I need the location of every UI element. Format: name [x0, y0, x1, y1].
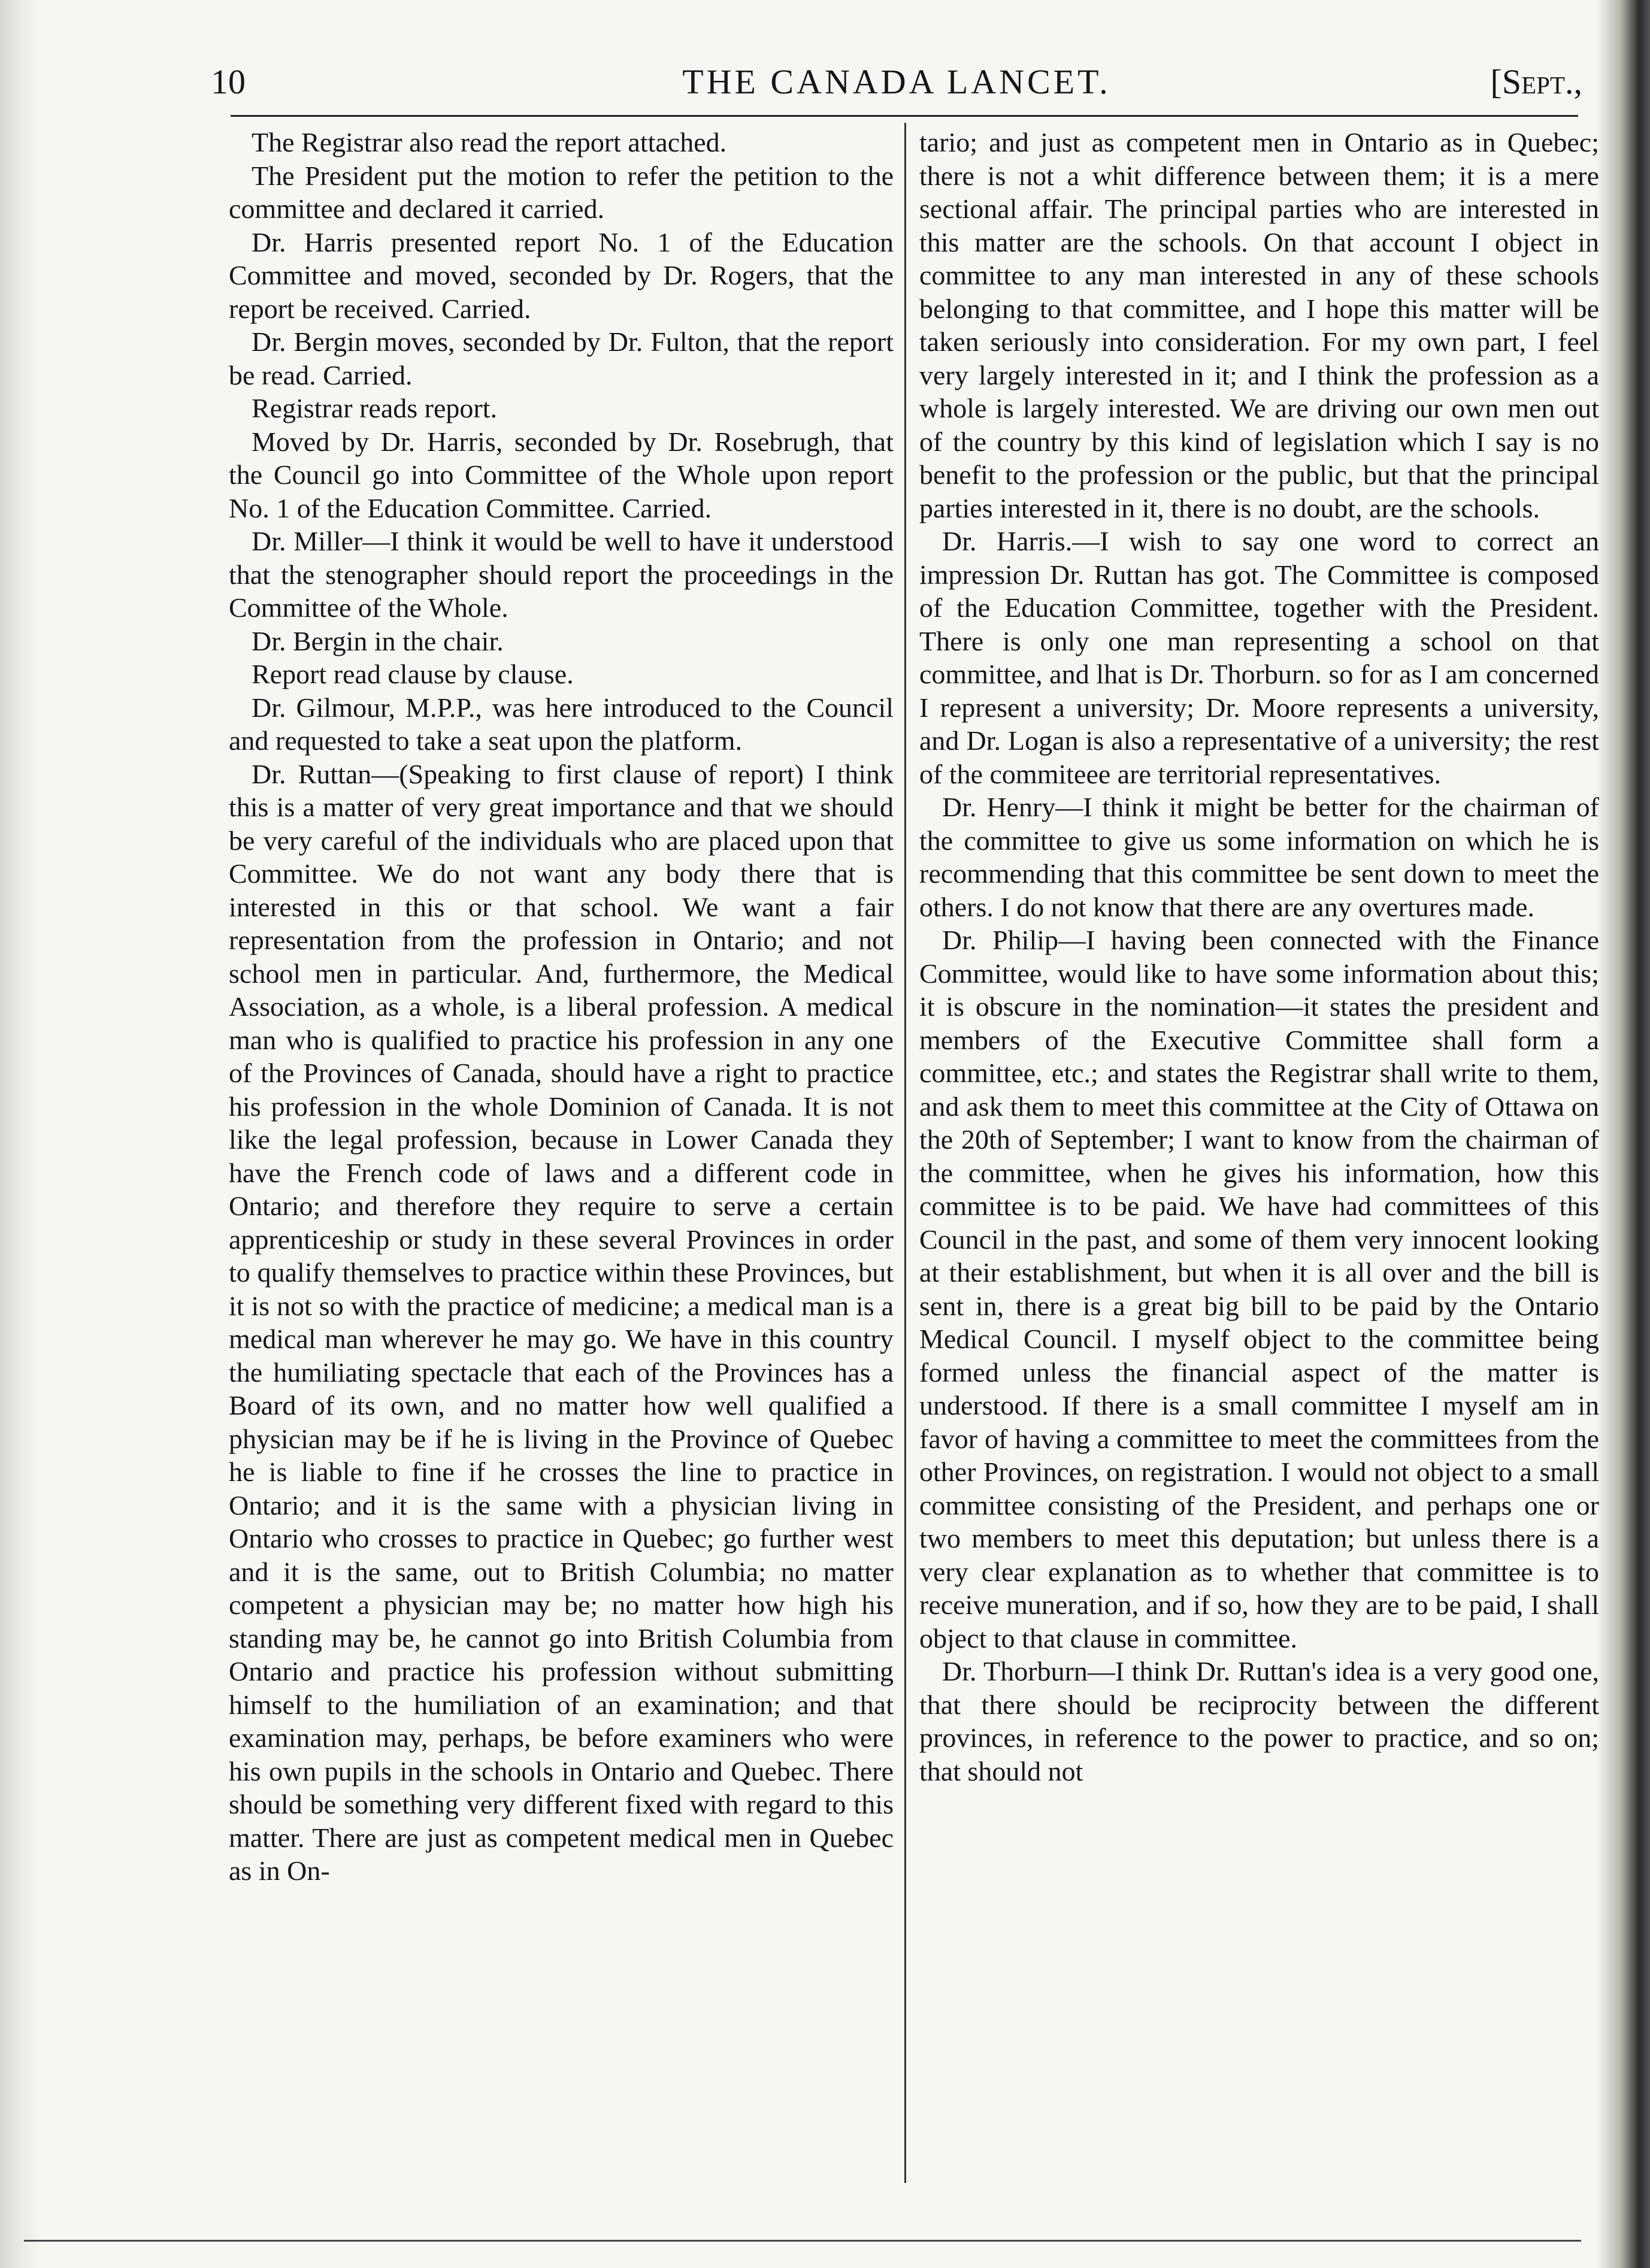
page-number: 10	[211, 62, 246, 101]
paragraph: Report read clause by clause.	[252, 659, 574, 689]
paragraph: Dr. Henry—I think it might be better for the chairman of the committee to give us some information on which he is recommending that this committee be sent down to meet the others. I do not know that there are any overtures made.	[919, 792, 1599, 922]
paragraph: Moved by Dr. Harris, seconded by Dr. Rosebrugh, that the Council go into Committee of the Whole upon report No. 1 of the Education Committee. Carried.	[229, 426, 894, 523]
paragraph: The President put the motion to refer the petition to the committee and declared it carried.	[229, 160, 894, 224]
bottom-edge-rule	[24, 2240, 1581, 2242]
paragraph: Dr. Gilmour, M.P.P., was here introduced to the Council and requested to take a seat upon the platform.	[229, 692, 894, 756]
column-divider	[904, 123, 906, 2183]
running-header	[211, 57, 1582, 111]
paragraph: Dr. Philip—I having been connected with the Finance Committee, would like to have some information about this; it is obscure in the nomination—it states the president and members of the Executive Committee shall form a committee, etc.; and states the Registrar shall write to them, and ask them to meet this committee at the City of Ottawa on the 20th of September; I want to know from the chairman of the committee, when he gives his information, how this committee is to be paid. We have had committees of this Council in the past, and some of them very innocent looking at their establishment, but when it is all over and the bill is sent in, there is a great big bill to be paid by the Ontario Medical Council. I myself object to the committee being formed unless the financial aspect of the matter is understood. If there is a small committee I myself am in favor of having a committee to meet the committees from the other Provinces, on registration. I would not object to a small committee consisting of the President, and perhaps one or two members to meet this deputation; but unless there is a very clear explanation as to whether that committee is to receive muneration, and if so, how they are to be paid, I shall object to that clause in committee.	[919, 925, 1599, 1654]
page-edge-left	[0, 0, 42, 2268]
paragraph: Dr. Bergin moves, seconded by Dr. Fulton, that the report be read. Carried.	[229, 326, 894, 390]
paragraph: Dr. Miller—I think it would be well to have it understood that the stenographer should report the proceedings in the Committee of the Whole.	[229, 526, 894, 623]
paragraph: The Registrar also read the report attached.	[252, 127, 727, 158]
paragraph: Dr. Harris.—I wish to say one word to correct an impression Dr. Ruttan has got. The Committee is composed of the Education Committee, together with the President. There is only one man representing a school on that committee, and lhat is Dr. Thorburn. so for as I am concerned I represent a university; Dr. Moore represents a university, and Dr. Logan is also a representative of a university; the rest of the commiteee are territorial representatives.	[919, 526, 1599, 789]
paragraph: Dr. Bergin in the chair.	[252, 625, 504, 656]
journal-title: THE CANADA LANCET.	[682, 62, 1111, 101]
paragraph: Registrar reads report.	[252, 393, 498, 423]
header-rule	[231, 115, 1578, 117]
left-column	[229, 126, 894, 1888]
paragraph-continued: tario; and just as competent men in Ontario as in Quebec; there is not a whit difference between them; it is a mere sectional affair. The principal parties who are interested in this matter are the schools. On that account I object in committee to any man interested in any of these schools belonging to that committee, and I hope this matter will be taken seriously into consideration. For my own part, I feel very largely interested in it; and I think the profession as a whole is largely interested. We are driving our own men out of the country by this kind of legislation which I say is no benefit to the profession or the public, but that the principal parties interested in it, there is no doubt, are the schools.	[919, 127, 1599, 523]
paragraph: Dr. Thorburn—I think Dr. Ruttan's idea is a very good one, that there should be reciprocity between the different provinces, in reference to the power to practice, and so on; that should not	[919, 1656, 1599, 1786]
page-edge-right	[1596, 0, 1650, 2268]
right-column	[919, 126, 1599, 1788]
paragraph: Dr. Harris presented report No. 1 of the Education Committee and moved, seconded by Dr. Rogers, that the report be received. Carried.	[229, 226, 894, 324]
paragraph: Dr. Ruttan—(Speaking to first clause of report) I think this is a matter of very great importance and that we should be very careful of the individuals who are placed upon that Committee. We do not want any body there that is interested in this or that school. We want a fair representation from the profession in Ontario; and not school men in particular. And, furthermore, the Medical Association, as a whole, is a liberal profession. A medical man who is qualified to practice his profession in any one of the Provinces of Canada, should have a right to practice his profession in the whole Dominion of Canada. It is not like the legal profession, because in Lower Canada they have the French code of laws and a different code in Ontario; and therefore they require to serve a certain apprenticeship or study in these several Provinces in order to qualify themselves to practice within these Provinces, but it is not so with the practice of medicine; a medical man is a medical man wherever he may go. We have in this country the humiliating spectacle that each of the Provinces has a Board of its own, and no matter how well qualified a physician may be if he is living in the Province of Quebec he is liable to fine if he crosses the line to practice in Ontario; and it is the same with a physician living in Ontario who crosses to practice in Quebec; go further west and it is the same, out to British Columbia; no matter competent a physician may be; no matter how high his standing may be, he cannot go into British Columbia from Ontario and practice his profession without submitting himself to the humiliation of an examination; and that examination may, perhaps, be before examiners who were his own pupils in the schools in Ontario and Quebec. There should be something very different fixed with regard to this matter. There are just as competent medical men in Quebec as in On-	[229, 758, 894, 1886]
header-date: [Sept.,	[1490, 62, 1582, 101]
